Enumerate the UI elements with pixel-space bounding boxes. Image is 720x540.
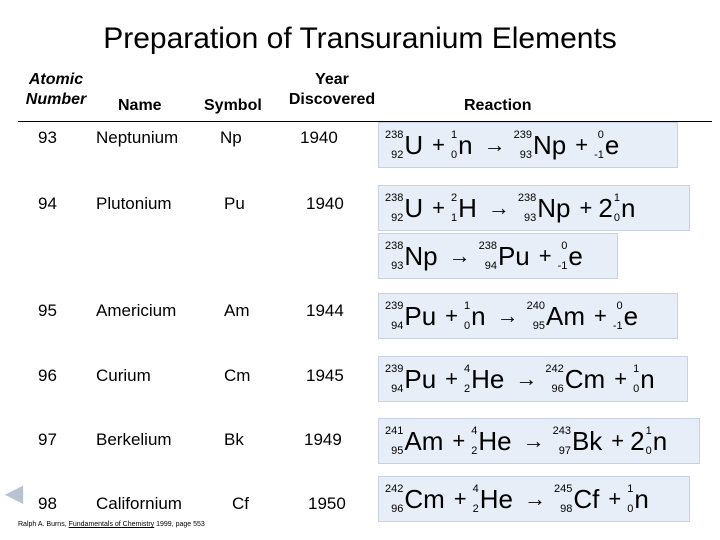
plus-sign: + bbox=[614, 366, 628, 391]
isotope-notation bbox=[545, 363, 563, 395]
atomic-number: -1 bbox=[594, 149, 604, 161]
nuclide-term bbox=[385, 240, 438, 272]
row-element-symbol: Bk bbox=[224, 430, 244, 449]
nuclide-symbol: n bbox=[620, 193, 636, 223]
row-element-symbol: Cm bbox=[224, 366, 251, 385]
row-atomic-number: 94 bbox=[38, 194, 57, 213]
plus-sign: + bbox=[445, 366, 459, 391]
isotope-notation bbox=[385, 483, 403, 515]
nuclide-term bbox=[479, 240, 530, 272]
isotope-notation bbox=[558, 240, 568, 272]
nuclide-symbol: e bbox=[568, 241, 583, 271]
row-atomic-number: 95 bbox=[38, 301, 57, 320]
nuclide-term bbox=[451, 192, 477, 224]
row-year-discovered: 1944 bbox=[306, 301, 344, 320]
isotope-notation bbox=[627, 483, 633, 515]
row-element-name: Neptunium bbox=[96, 128, 179, 147]
mass-number: 0 bbox=[616, 300, 623, 312]
atomic-number: 2 bbox=[471, 445, 478, 457]
citation-book: Fundamentals of Chemistry bbox=[68, 521, 155, 528]
atomic-number: 0 bbox=[451, 149, 458, 161]
header-atomic-line2: Number bbox=[25, 91, 87, 108]
isotope-notation bbox=[479, 240, 497, 272]
nuclide-symbol: U bbox=[404, 193, 424, 223]
isotope-notation bbox=[464, 363, 470, 395]
back-arrow-icon[interactable]: ◀ bbox=[4, 480, 24, 507]
isotope-notation bbox=[646, 425, 652, 457]
atomic-number: 95 bbox=[532, 320, 545, 332]
nuclide-term bbox=[633, 363, 655, 395]
nuclide-symbol: n bbox=[634, 484, 649, 514]
reaction-arrow-icon: → bbox=[496, 303, 519, 328]
nuclide-symbol: U bbox=[404, 130, 424, 160]
row-atomic-number: 98 bbox=[38, 494, 57, 513]
mass-number: 4 bbox=[471, 425, 478, 437]
citation-author: Ralph A. Burns, bbox=[18, 521, 69, 528]
nuclide-term bbox=[518, 192, 571, 224]
mass-number: 243 bbox=[552, 425, 571, 437]
plus-sign: + bbox=[608, 486, 622, 511]
isotope-notation bbox=[385, 240, 403, 272]
nuclide-term bbox=[385, 129, 423, 161]
reaction-arrow-icon: → bbox=[522, 428, 545, 453]
isotope-notation bbox=[554, 483, 572, 515]
atomic-number: 98 bbox=[560, 503, 573, 515]
nuclide-symbol: Bk bbox=[571, 426, 603, 456]
isotope-notation bbox=[594, 129, 604, 161]
isotope-notation bbox=[614, 192, 620, 224]
nuclide-term bbox=[613, 300, 638, 332]
reaction-equation bbox=[378, 356, 688, 402]
mass-number: 1 bbox=[627, 483, 634, 495]
nuclide-symbol: Np bbox=[537, 193, 571, 223]
reaction-arrow-icon: → bbox=[515, 366, 538, 391]
mass-number: 238 bbox=[385, 192, 404, 204]
nuclide-symbol: Am bbox=[404, 426, 444, 456]
plus-sign: + bbox=[445, 303, 459, 328]
reaction-equation bbox=[378, 293, 678, 339]
plus-sign: + bbox=[593, 303, 607, 328]
nuclide-term bbox=[594, 129, 619, 161]
nuclide-term bbox=[471, 425, 511, 457]
header-year-line2: Discovered bbox=[288, 91, 376, 108]
nuclide-symbol: Np bbox=[532, 130, 567, 160]
nuclide-term bbox=[627, 483, 649, 515]
mass-number: 1 bbox=[633, 363, 640, 375]
header-reaction: Reaction bbox=[464, 97, 532, 114]
nuclide-term bbox=[385, 300, 436, 332]
reaction-arrow-icon: → bbox=[483, 132, 506, 157]
nuclide-symbol: H bbox=[458, 193, 477, 223]
plus-sign: + bbox=[538, 243, 552, 268]
plus-sign: + bbox=[453, 486, 467, 511]
coefficient: 2 bbox=[630, 426, 645, 456]
mass-number: 1 bbox=[645, 425, 652, 437]
reaction-arrow-icon: → bbox=[487, 195, 510, 220]
reaction-equation bbox=[378, 233, 618, 279]
mass-number: 242 bbox=[545, 363, 564, 375]
header-year-line1: Year bbox=[315, 71, 349, 88]
mass-number: 239 bbox=[385, 363, 404, 375]
plus-sign: + bbox=[432, 132, 445, 157]
nuclide-term bbox=[558, 240, 583, 272]
nuclide-symbol: Pu bbox=[497, 241, 530, 271]
atomic-number: 97 bbox=[558, 445, 571, 457]
row-atomic-number: 97 bbox=[38, 430, 57, 449]
mass-number: 242 bbox=[385, 483, 404, 495]
atomic-number: -1 bbox=[557, 260, 568, 272]
isotope-notation bbox=[633, 363, 639, 395]
atomic-number: 1 bbox=[451, 212, 458, 224]
atomic-number: 0 bbox=[645, 445, 652, 457]
nuclide-symbol: Am bbox=[545, 301, 585, 331]
coefficient: 2 bbox=[598, 193, 613, 223]
row-atomic-number: 96 bbox=[38, 366, 57, 385]
isotope-notation bbox=[473, 483, 479, 515]
nuclide-symbol: Cm bbox=[564, 364, 606, 394]
nuclide-symbol: He bbox=[471, 364, 505, 394]
header-name: Name bbox=[118, 97, 162, 114]
nuclide-symbol: Cf bbox=[573, 484, 600, 514]
atomic-number: 93 bbox=[519, 149, 532, 161]
nuclide-term bbox=[630, 425, 667, 457]
atomic-number: 94 bbox=[484, 260, 497, 272]
nuclide-term bbox=[554, 483, 599, 515]
nuclide-term bbox=[514, 129, 567, 161]
nuclide-term bbox=[385, 483, 445, 515]
atomic-number: 2 bbox=[464, 383, 471, 395]
nuclide-term bbox=[385, 192, 423, 224]
citation-rest: 1999, page 553 bbox=[154, 521, 205, 528]
isotope-notation bbox=[518, 192, 536, 224]
atomic-number: 96 bbox=[551, 383, 564, 395]
atomic-number: 94 bbox=[391, 320, 404, 332]
mass-number: 238 bbox=[385, 240, 404, 252]
reaction-equation bbox=[378, 122, 678, 168]
nuclide-term bbox=[464, 300, 486, 332]
atomic-number: 2 bbox=[472, 503, 479, 515]
reaction-arrow-icon: → bbox=[448, 243, 471, 268]
atomic-number: 0 bbox=[464, 320, 471, 332]
reaction-arrow-icon: → bbox=[524, 486, 547, 511]
nuclide-symbol: n bbox=[640, 364, 655, 394]
nuclide-term bbox=[527, 300, 585, 332]
isotope-notation bbox=[385, 300, 403, 332]
isotope-notation bbox=[471, 425, 477, 457]
nuclide-symbol: Pu bbox=[404, 301, 437, 331]
plus-sign: + bbox=[452, 428, 466, 453]
reaction-equation bbox=[378, 476, 690, 522]
mass-number: 4 bbox=[472, 483, 479, 495]
row-atomic-number: 93 bbox=[38, 128, 57, 147]
row-element-symbol: Pu bbox=[224, 194, 245, 213]
nuclide-symbol: Np bbox=[404, 241, 438, 271]
row-element-name: Californium bbox=[96, 494, 182, 513]
nuclide-term bbox=[545, 363, 605, 395]
nuclide-term bbox=[473, 483, 513, 515]
isotope-notation bbox=[385, 129, 403, 161]
atomic-number: 92 bbox=[391, 212, 404, 224]
isotope-notation bbox=[451, 192, 457, 224]
isotope-notation bbox=[385, 192, 403, 224]
plus-sign: + bbox=[432, 195, 445, 220]
nuclide-symbol: Cm bbox=[404, 484, 445, 514]
row-element-symbol: Am bbox=[224, 301, 250, 320]
isotope-notation bbox=[514, 129, 532, 161]
isotope-notation bbox=[385, 363, 403, 395]
mass-number: 241 bbox=[385, 425, 404, 437]
row-element-symbol: Np bbox=[220, 128, 242, 147]
atomic-number: 95 bbox=[391, 445, 404, 457]
nuclide-term bbox=[451, 129, 473, 161]
mass-number: 1 bbox=[451, 129, 458, 141]
isotope-notation bbox=[613, 300, 623, 332]
mass-number: 245 bbox=[554, 483, 573, 495]
nuclide-symbol: He bbox=[478, 426, 512, 456]
nuclide-symbol: e bbox=[604, 130, 620, 160]
nuclide-symbol: e bbox=[623, 301, 639, 331]
atomic-number: -1 bbox=[612, 320, 623, 332]
atomic-number: 0 bbox=[627, 503, 634, 515]
mass-number: 238 bbox=[517, 192, 537, 204]
row-year-discovered: 1940 bbox=[300, 128, 338, 147]
row-element-name: Berkelium bbox=[96, 430, 172, 449]
nuclide-term bbox=[385, 425, 443, 457]
nuclide-symbol: n bbox=[652, 426, 668, 456]
header-atomic-number bbox=[18, 70, 94, 110]
mass-number: 238 bbox=[478, 240, 497, 252]
row-element-symbol: Cf bbox=[232, 494, 249, 513]
mass-number: 0 bbox=[561, 240, 568, 252]
atomic-number: 92 bbox=[391, 149, 404, 161]
row-year-discovered: 1940 bbox=[306, 194, 344, 213]
mass-number: 2 bbox=[451, 192, 458, 204]
plus-sign: + bbox=[575, 132, 589, 157]
mass-number: 1 bbox=[613, 192, 620, 204]
isotope-notation bbox=[451, 129, 457, 161]
row-year-discovered: 1945 bbox=[306, 366, 344, 385]
reaction-equation bbox=[378, 418, 700, 464]
mass-number: 4 bbox=[464, 363, 471, 375]
plus-sign: + bbox=[611, 428, 625, 453]
nuclide-symbol: Pu bbox=[404, 364, 437, 394]
nuclide-symbol: n bbox=[471, 301, 486, 331]
header-year-discovered bbox=[282, 70, 382, 110]
row-year-discovered: 1950 bbox=[308, 494, 346, 513]
atomic-number: 93 bbox=[524, 212, 537, 224]
atomic-number: 93 bbox=[391, 260, 404, 272]
nuclide-term bbox=[385, 363, 436, 395]
mass-number: 239 bbox=[385, 300, 404, 312]
mass-number: 239 bbox=[513, 129, 532, 141]
atomic-number: 94 bbox=[391, 383, 404, 395]
isotope-notation bbox=[527, 300, 545, 332]
nuclide-symbol: n bbox=[458, 130, 473, 160]
isotope-notation bbox=[464, 300, 470, 332]
nuclide-term bbox=[598, 192, 635, 224]
isotope-notation bbox=[385, 425, 403, 457]
row-element-name: Plutonium bbox=[96, 194, 172, 213]
mass-number: 1 bbox=[464, 300, 471, 312]
slide-title: Preparation of Transuranium Elements bbox=[103, 22, 617, 55]
header-symbol: Symbol bbox=[204, 97, 262, 114]
row-element-name: Curium bbox=[96, 366, 151, 385]
plus-sign: + bbox=[579, 195, 593, 220]
mass-number: 240 bbox=[526, 300, 545, 312]
row-element-name: Americium bbox=[96, 301, 177, 320]
nuclide-symbol: He bbox=[479, 484, 514, 514]
atomic-number: 0 bbox=[613, 212, 620, 224]
atomic-number: 96 bbox=[391, 503, 404, 515]
header-atomic-line1: Atomic bbox=[28, 71, 84, 88]
row-year-discovered: 1949 bbox=[304, 430, 342, 449]
nuclide-term bbox=[553, 425, 603, 457]
atomic-number: 0 bbox=[633, 383, 640, 395]
reaction-equation bbox=[378, 185, 690, 231]
nuclide-term bbox=[464, 363, 504, 395]
mass-number: 0 bbox=[597, 129, 604, 141]
mass-number: 238 bbox=[385, 129, 404, 141]
isotope-notation bbox=[553, 425, 571, 457]
citation bbox=[18, 520, 205, 530]
